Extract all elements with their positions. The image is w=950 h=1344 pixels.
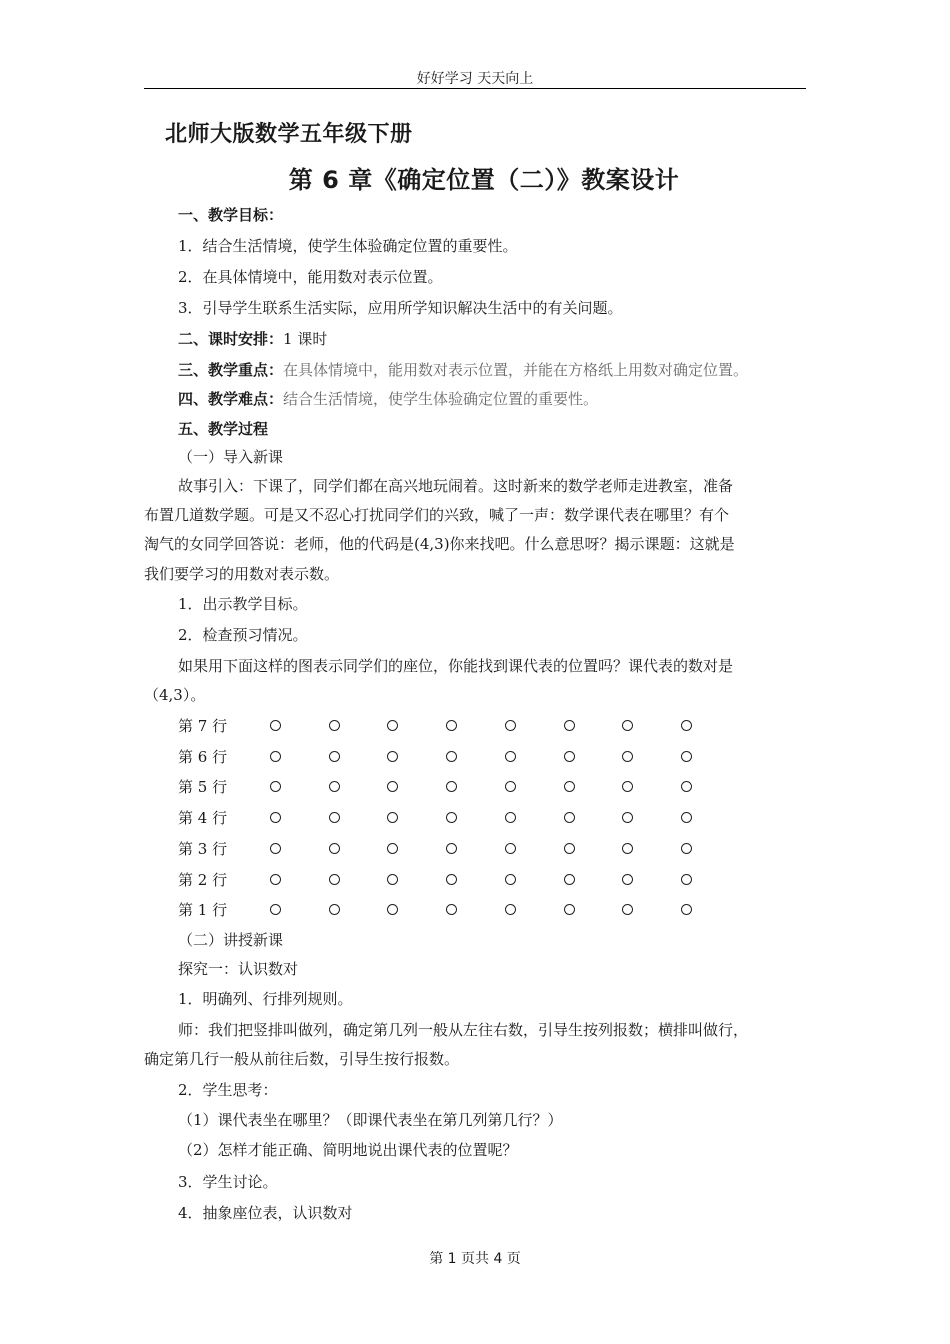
- seat-circle-icon: [622, 720, 633, 731]
- seat-circle-icon: [270, 812, 281, 823]
- story-line-2: 布置几道数学题。可是又不忍心打扰同学们的兴致，喊了一声：数学课代表在哪里？有个: [144, 506, 730, 524]
- lesson-step-4: 4．抽象座位表，认识数对: [178, 1204, 353, 1222]
- seating-row-label: 第 3 行: [178, 840, 228, 858]
- goal-2: 2．在具体情境中，能用数对表示位置。: [178, 268, 443, 286]
- seat-circle-icon: [387, 904, 398, 915]
- key-point-value: 在具体情境中，能用数对表示位置，并能在方格纸上用数对确定位置。: [283, 361, 749, 379]
- lesson-step-1: 1．明确列、行排列规则。: [178, 990, 353, 1008]
- seat-circle-icon: [564, 874, 575, 885]
- seat-circle-icon: [387, 720, 398, 731]
- seat-circle-icon: [564, 720, 575, 731]
- chapter-title: 第 6 章《确定位置（二）》教案设计: [288, 166, 680, 194]
- lesson-subheading: （二）讲授新课: [178, 931, 284, 949]
- explore-heading: 探究一：认识数对: [178, 960, 299, 978]
- seat-circle-icon: [564, 812, 575, 823]
- key-point-line: [178, 360, 748, 380]
- seat-circle-icon: [505, 843, 516, 854]
- seat-circle-icon: [329, 904, 340, 915]
- seat-circle-icon: [505, 720, 516, 731]
- page-header: 好好学习 天天向上: [416, 71, 534, 87]
- question-line-1: 如果用下面这样的图表示同学们的座位，你能找到课代表的位置吗？课代表的数对是: [178, 657, 734, 675]
- seat-circle-icon: [505, 904, 516, 915]
- schedule-line: [178, 329, 327, 349]
- schedule-value: 1 课时: [283, 330, 328, 348]
- seat-circle-icon: [622, 843, 633, 854]
- question-2: （2）怎样才能正确、简明地说出课代表的位置呢？: [178, 1141, 518, 1159]
- seat-circle-icon: [387, 843, 398, 854]
- seating-row-label: 第 6 行: [178, 748, 228, 766]
- goal-3: 3．引导学生联系生活实际，应用所学知识解决生活中的有关问题。: [178, 299, 623, 317]
- seat-circle-icon: [446, 904, 457, 915]
- goals-heading: 一、教学目标：: [178, 206, 284, 224]
- seat-circle-icon: [622, 904, 633, 915]
- seating-row-label: 第 7 行: [178, 717, 228, 735]
- seat-circle-icon: [270, 843, 281, 854]
- seat-circle-icon: [446, 874, 457, 885]
- seat-circle-icon: [329, 720, 340, 731]
- seat-circle-icon: [446, 751, 457, 762]
- seat-circle-icon: [622, 812, 633, 823]
- seat-circle-icon: [681, 781, 692, 792]
- seating-row-label: 第 2 行: [178, 871, 228, 889]
- seat-circle-icon: [270, 874, 281, 885]
- seat-circle-icon: [270, 751, 281, 762]
- teacher-line-1: 师：我们把竖排叫做列，确定第几列一般从左往右数，引导生按列报数；横排叫做行，: [178, 1021, 749, 1039]
- seat-circle-icon: [270, 781, 281, 792]
- goal-1: 1．结合生活情境，使学生体验确定位置的重要性。: [178, 237, 518, 255]
- seat-circle-icon: [270, 904, 281, 915]
- seat-circle-icon: [564, 904, 575, 915]
- difficulty-value: 结合生活情境，使学生体验确定位置的重要性。: [283, 390, 599, 408]
- lesson-step-2: 2．学生思考：: [178, 1081, 278, 1099]
- seat-circle-icon: [564, 781, 575, 792]
- story-line-4: 我们要学习的用数对表示数。: [144, 565, 340, 583]
- difficulty-label: 四、教学难点：: [178, 390, 284, 408]
- seat-circle-icon: [505, 751, 516, 762]
- intro-step-2: 2．检查预习情况。: [178, 626, 308, 644]
- seat-circle-icon: [564, 751, 575, 762]
- seat-circle-icon: [681, 843, 692, 854]
- story-line-3: 淘气的女同学回答说：老师，他的代码是(4,3)你来找吧。什么意思呀？揭示课题：这就是: [144, 535, 735, 553]
- lesson-step-3: 3．学生讨论。: [178, 1173, 278, 1191]
- seating-row: [178, 777, 738, 797]
- seat-circle-icon: [505, 874, 516, 885]
- question-1: （1）课代表坐在哪里？（即课代表坐在第几列第几行？）: [178, 1111, 563, 1129]
- seat-circle-icon: [681, 904, 692, 915]
- key-point-label: 三、教学重点：: [178, 361, 284, 379]
- seat-circle-icon: [681, 812, 692, 823]
- seat-circle-icon: [505, 781, 516, 792]
- intro-subheading: （一）导入新课: [178, 448, 284, 466]
- teacher-line-2: 确定第几行一般从前往后数，引导生按行报数。: [144, 1050, 460, 1068]
- seat-circle-icon: [681, 720, 692, 731]
- seat-circle-icon: [622, 781, 633, 792]
- seating-row: [178, 900, 738, 920]
- seat-circle-icon: [387, 781, 398, 792]
- difficulty-line: [178, 389, 598, 409]
- seat-circle-icon: [387, 874, 398, 885]
- seat-circle-icon: [681, 751, 692, 762]
- seating-row: [178, 870, 738, 890]
- seat-circle-icon: [387, 751, 398, 762]
- seat-circle-icon: [387, 812, 398, 823]
- seat-circle-icon: [446, 843, 457, 854]
- seat-circle-icon: [329, 874, 340, 885]
- seat-circle-icon: [505, 812, 516, 823]
- seat-circle-icon: [564, 843, 575, 854]
- seat-circle-icon: [622, 751, 633, 762]
- seat-circle-icon: [622, 874, 633, 885]
- process-heading: 五、教学过程: [178, 420, 269, 438]
- seat-circle-icon: [681, 874, 692, 885]
- seat-circle-icon: [329, 843, 340, 854]
- story-line-1: 故事引入：下课了，同学们都在高兴地玩闹着。这时新来的数学老师走进教室，准备: [178, 477, 734, 495]
- seat-circle-icon: [446, 781, 457, 792]
- header-divider: [144, 88, 806, 89]
- seating-row: [178, 839, 738, 859]
- seat-circle-icon: [446, 720, 457, 731]
- seating-row: [178, 747, 738, 767]
- seating-row-label: 第 5 行: [178, 778, 228, 796]
- seat-circle-icon: [329, 812, 340, 823]
- question-line-2: （4,3）。: [144, 686, 206, 704]
- document-title: 北师大版数学五年级下册: [165, 122, 413, 147]
- seating-row: [178, 716, 738, 736]
- seat-circle-icon: [329, 751, 340, 762]
- page-footer: 第 1 页共 4 页: [429, 1251, 521, 1267]
- schedule-label: 二、课时安排：: [178, 330, 284, 348]
- seating-row-label: 第 1 行: [178, 901, 228, 919]
- seating-row-label: 第 4 行: [178, 809, 228, 827]
- seat-circle-icon: [270, 720, 281, 731]
- seat-circle-icon: [329, 781, 340, 792]
- seating-row: [178, 808, 738, 828]
- intro-step-1: 1．出示教学目标。: [178, 595, 308, 613]
- seat-circle-icon: [446, 812, 457, 823]
